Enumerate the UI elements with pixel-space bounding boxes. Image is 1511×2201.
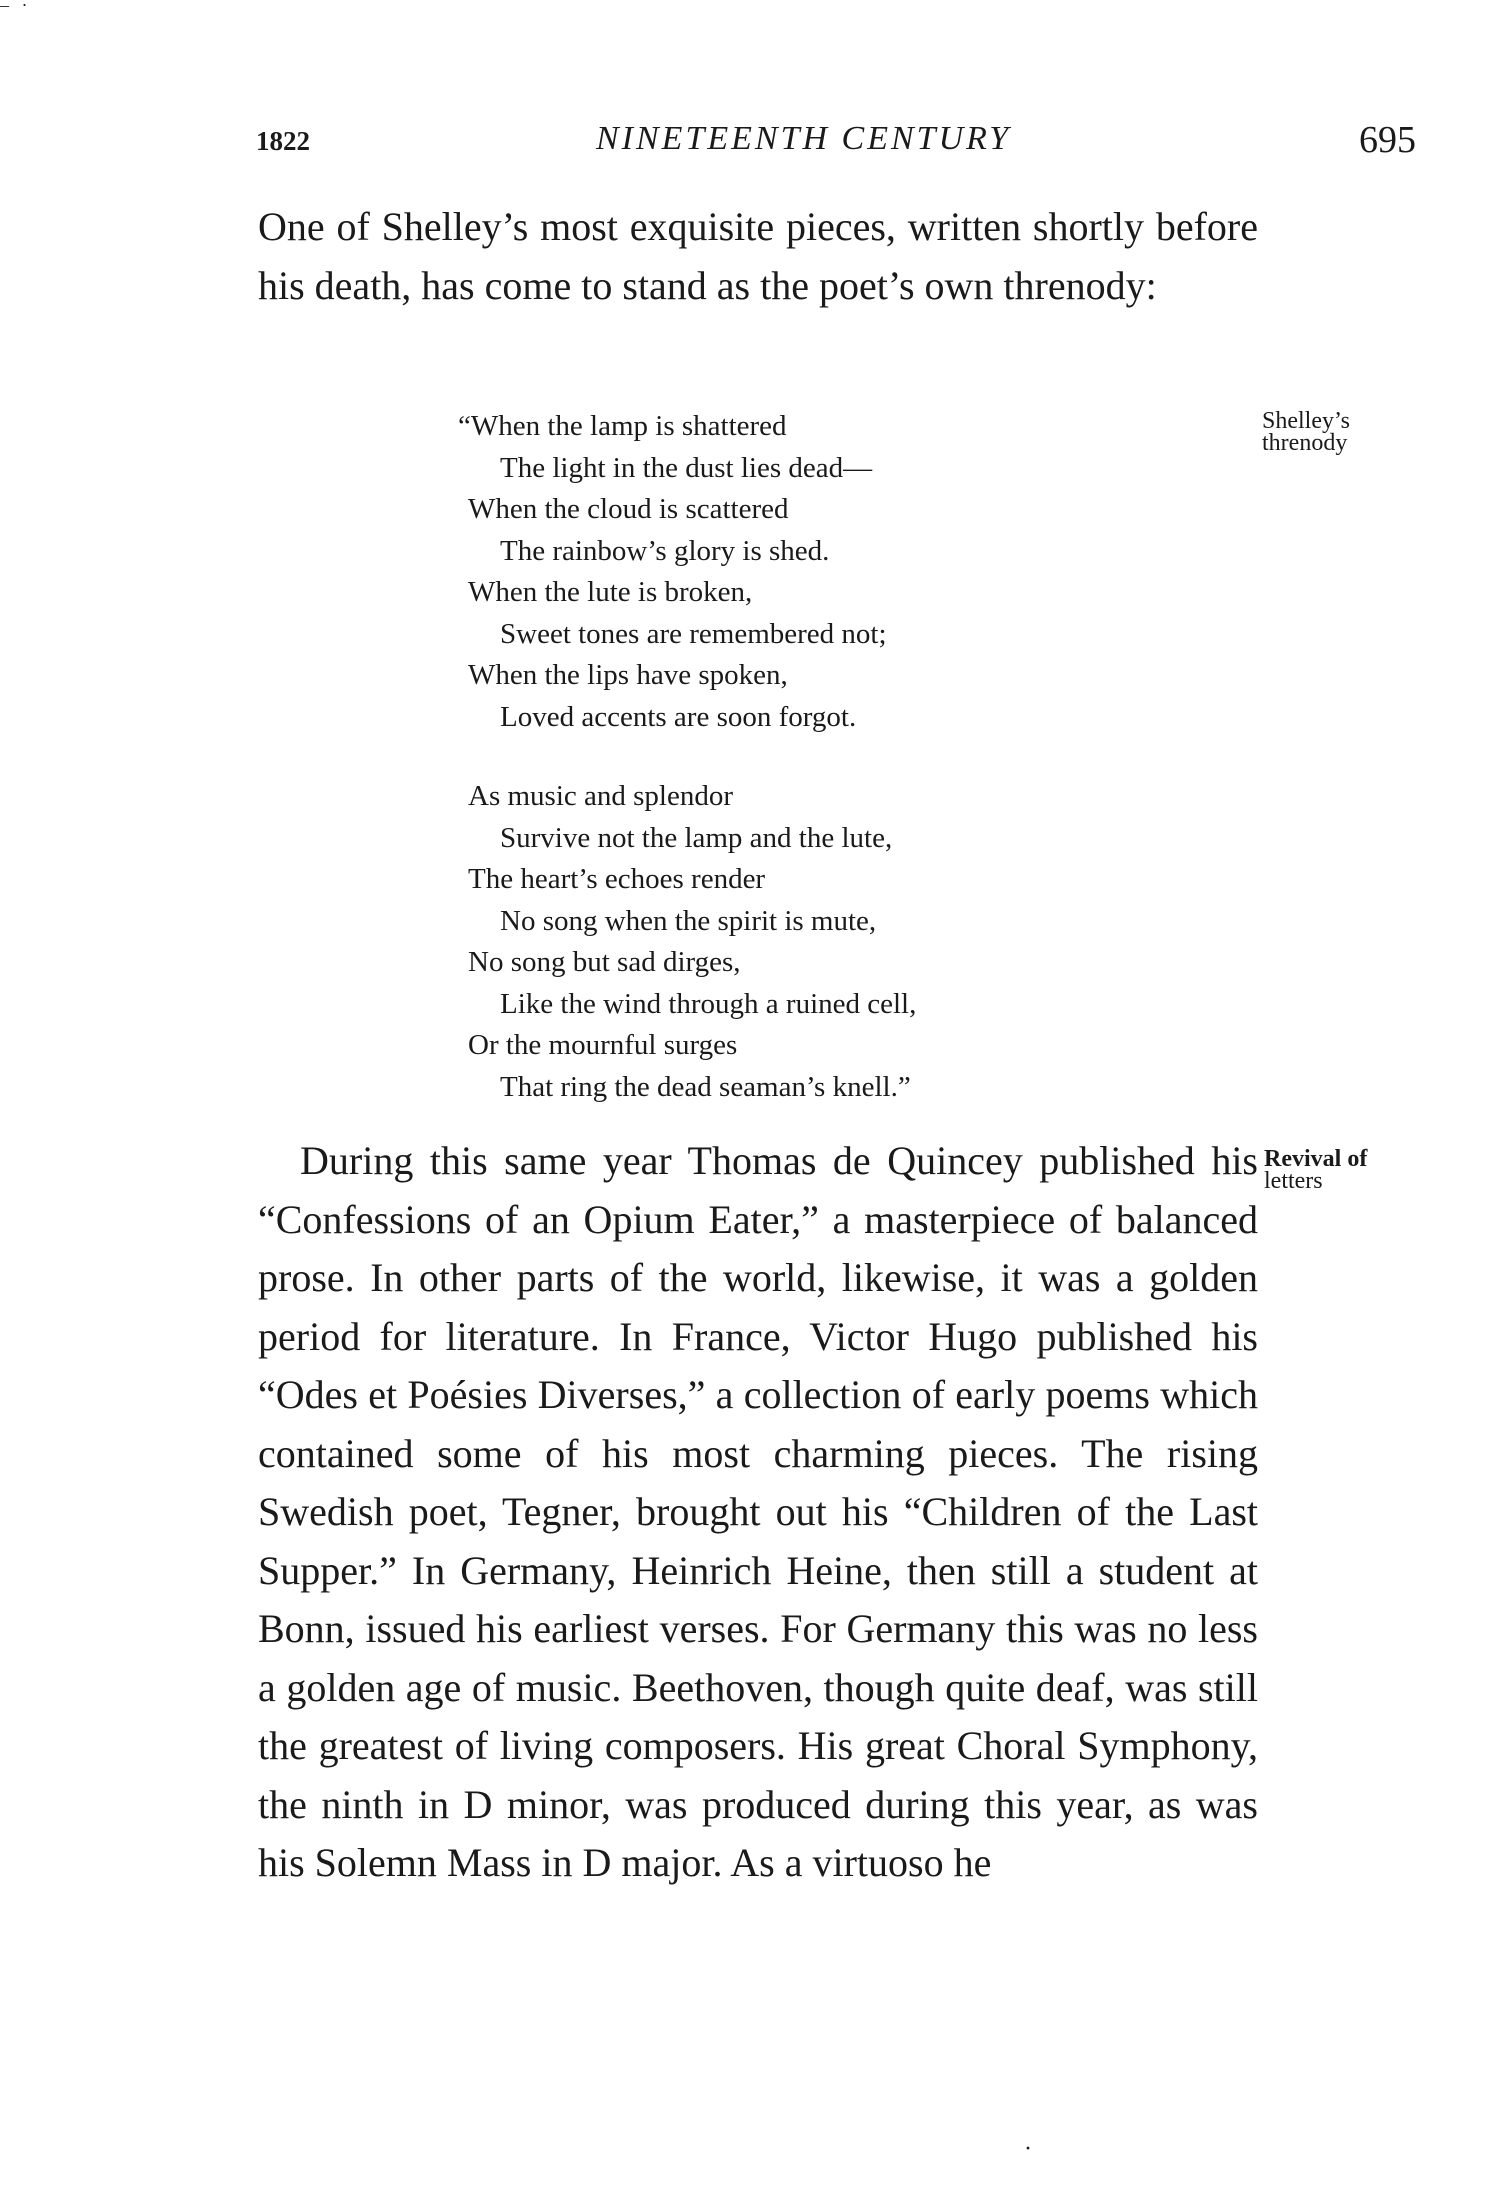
- sidenote-threnody-line2: threnody: [1262, 430, 1348, 456]
- poem-line: Or the mournful surges: [468, 1029, 738, 1061]
- poem-line: Survive not the lamp and the lute,: [500, 821, 893, 854]
- sidenote-revival-line2: letters: [1264, 1168, 1323, 1194]
- page-number: 695: [1359, 119, 1416, 161]
- footer-mark: ·: [1024, 2136, 1032, 2162]
- page-corner-mark: – ·: [0, 0, 32, 15]
- poem-line: That ring the dead seaman’s knell.”: [500, 1070, 911, 1103]
- sidenote-revival-line1: Revival of: [1264, 1146, 1368, 1172]
- poem-line: The heart’s echoes render: [468, 863, 766, 895]
- poem-line: When the lips have spoken,: [468, 659, 788, 691]
- poem-stanza-2: [468, 776, 916, 1108]
- poem-line: Sweet tones are remembered not;: [500, 617, 887, 650]
- poem-line: Loved accents are soon forgot.: [500, 700, 857, 733]
- poem-line: When the lute is broken,: [468, 576, 753, 608]
- sidenote-threnody: [1262, 410, 1350, 454]
- main-paragraph: During this same year Thomas de Quincey published his “Confessions of an Opium Eater,” a masterpiece of balanced prose. In other parts of the world, likewise, it was a golden period for literature. In France, Victor Hugo published his “Odes et Poésies Diverses,” a collection of early poems which contained some of his most charming pieces. The rising Swedish poet, Tegner, brought out his “Children of the Last Supper.” In Germany, Heinrich Heine, then still a student at Bonn, issued his earliest verses. For Germany this was no less a golden age of music. Beethoven, though quite deaf, was still the greatest of living composers. His great Choral Symphony, the ninth in D minor, was produced during this year, as was his Solemn Mass in D major. As a virtuoso he: [258, 1138, 1258, 1885]
- sidenote-revival: [1262, 1148, 1422, 1192]
- poem-line: “When the lamp is shattered: [458, 410, 787, 442]
- poem-line: The light in the dust lies dead—: [500, 451, 873, 484]
- header-year: 1822: [256, 126, 310, 156]
- poem-line: No song but sad dirges,: [468, 946, 741, 978]
- poem-line: The rainbow’s glory is shed.: [500, 534, 830, 567]
- poem-line: As music and splendor: [468, 780, 733, 812]
- poem-line: Like the wind through a ruined cell,: [500, 987, 917, 1020]
- intro-paragraph: One of Shelley’s most exquisite pieces, written shortly before his death, has come to stand as the poet’s own threnody:: [258, 204, 1258, 308]
- header-title: NINETEENTH CENTURY: [596, 120, 1012, 157]
- running-header: [256, 118, 1416, 168]
- poem-line: No song when the spirit is mute,: [500, 904, 877, 937]
- poem-block: [458, 406, 917, 1146]
- poem-line: When the cloud is scattered: [468, 493, 789, 525]
- sidenote-threnody-line1: Shelley’s: [1262, 408, 1350, 434]
- poem-stanza-1: [458, 406, 916, 738]
